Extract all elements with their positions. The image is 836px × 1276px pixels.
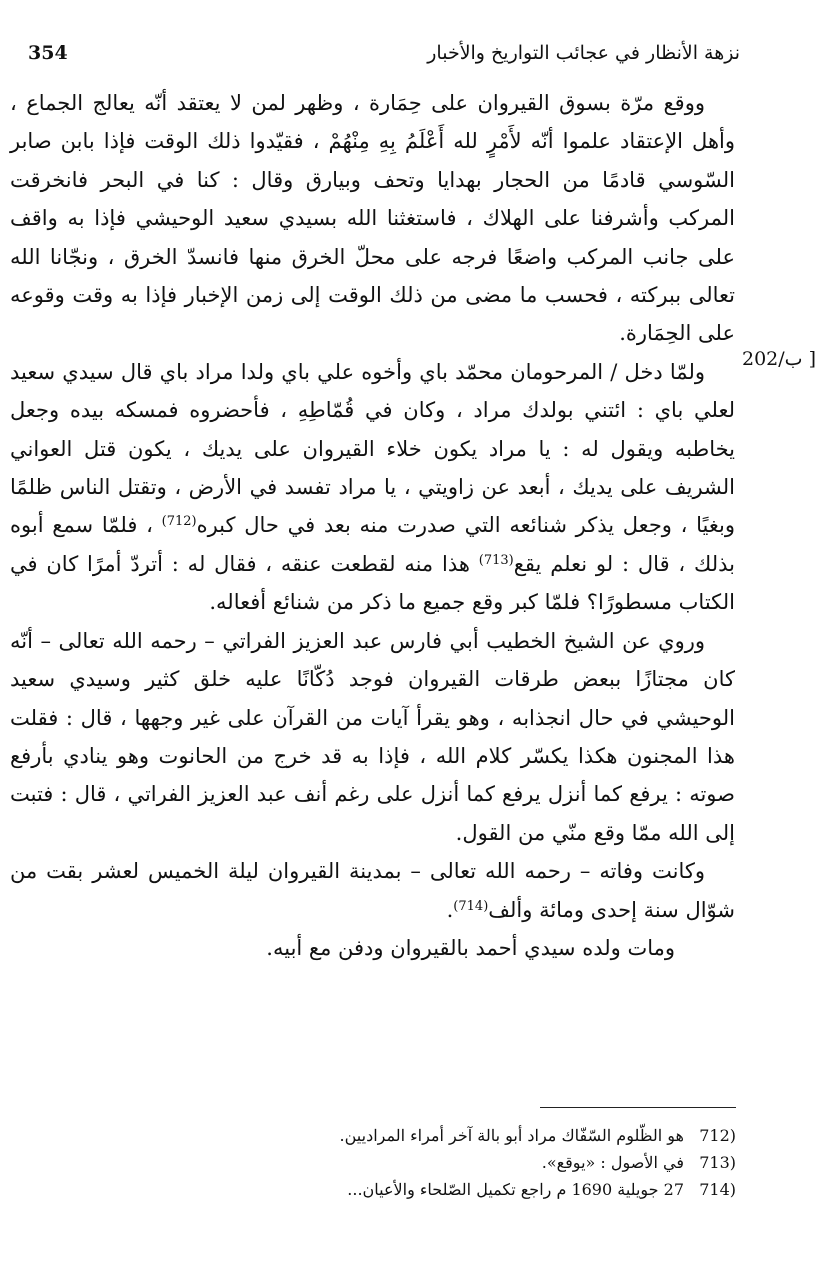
footnote-number: 714) [699, 1180, 736, 1199]
manuscript-folio-marker: 202/ب ] [742, 348, 817, 370]
footnote-712 [260, 1122, 736, 1149]
paragraph-2-part-2: ، فلمّا سمع أبوه بذلك ، قال : لو نعلم يقع [10, 513, 735, 576]
page-number: 354 [28, 42, 68, 64]
paragraph-3: وروي عن الشيخ الخطيب أبي فارس عبد العزيز الفراتي – رحمه الله تعالى – أنّه كان مجتازًا ببعض طرقات القيروان فوجد دُكّانًا عليه خلق كثير وسيدي سعيد الوحيشي في حال انجذابه ، وهو يقرأ آيات من القرآن على غير وجهها ، قال : فقلت هذا المجنون هكذا يكسّر كلام الله ، فإذا به قد خرج من الحانوت وهو ينادي بأرفع صوته : يرفع كما أنزل يرفع كما أنزل على رغم أنف عبد العزيز الفراتي ، قال : فتبت إلى الله ممّا وقع منّي من القول. [10, 628, 735, 845]
running-title: نزهة الأنظار في عجائب التواريخ والأخبار [427, 42, 740, 64]
paragraph-2-part-1: ولمّا دخل / المرحومان محمّد باي وأخوه علي باي ولدا مراد باي قال سيدي سعيد لعلي باي : ائتني بولدك مراد ، وكان في قُمّاطِهِ ، فأحضروه فمسكه بيده وجعل يخاطبه ويقول له : يا مراد يكون خلاء القيروان على يديك ، يكون قتل العواني الشريف على يديك ، أبعد عن زاويتي ، يا مراد تفسد في الأرض ، وتقتل الناس ظلمًا وبغيًا ، وجعل يذكر شنائعه التي صدرت منه بعد في حال كبره [10, 359, 735, 538]
paragraph-4-part-2: . [446, 897, 454, 922]
footnote-number: 712) [699, 1126, 736, 1145]
footnotes [260, 1122, 736, 1203]
footnote-separator [540, 1107, 736, 1108]
footnote-number: 713) [699, 1153, 736, 1172]
body-text [10, 84, 735, 967]
footnote-ref-714: (714) [453, 898, 489, 914]
footnote-text: هو الظّلوم السّفّاك مراد أبو بالة آخر أمراء المراديين. [339, 1126, 684, 1145]
footnote-ref-712: (712) [161, 514, 197, 530]
footnote-text: 27 جويلية 1690 م راجع تكميل الصّلحاء والأعيان... [347, 1180, 684, 1199]
paragraph-4 [10, 852, 735, 929]
paragraph-4-part-1: وكانت وفاته – رحمه الله تعالى – بمدينة القيروان ليلة الخميس لعشر بقت من شوّال سنة إحدى ومائة وألف [10, 859, 735, 922]
footnote-713 [260, 1149, 736, 1176]
paragraph-1: ووقع مرّة بسوق القيروان على حِمَارة ، وظهر لمن لا يعتقد أنّه يعالج الجماع ، وأهل الإعتقاد علموا أنّه لأَمْرٍ لله أَعْلَمُ بِهِ مِنْهُمْ ، فقيّدوا ذلك الوقت فإذا بابن صابر السّوسي قادمًا من الحجار بهدايا وتحف وبيارق وقال : كنا في البحر فانخرقت المركب وأشرفنا على الهلاك ، فاستغثنا الله بسيدي سعيد الوحيشي فإذا به واقف على جانب المركب واضعًا فرجه على محلّ الخرق منها فانسدّ الخرق ، ونجّانا الله تعالى ببركته ، فحسب ما مضى من ذلك الوقت إلى زمن الإخبار فإذا به وقت وقوعه على الحِمَارة. [10, 91, 735, 346]
footnote-ref-713: (713) [478, 552, 514, 568]
footnote-text: في الأصول : «يوقع». [541, 1153, 684, 1172]
paragraph-5: ومات ولده سيدي أحمد بالقيروان ودفن مع أبيه. [266, 935, 675, 960]
page-header [28, 30, 740, 64]
paragraph-2-part-3: هذا منه لقطعت عنقه ، فقال له : أتردّ أمرًا كان في الكتاب مسطورًا؟ فلمّا كبر وقع جميع ما ذكر من شنائع أفعاله. [10, 551, 735, 615]
footnote-714 [260, 1176, 736, 1203]
paragraph-2 [10, 353, 735, 622]
